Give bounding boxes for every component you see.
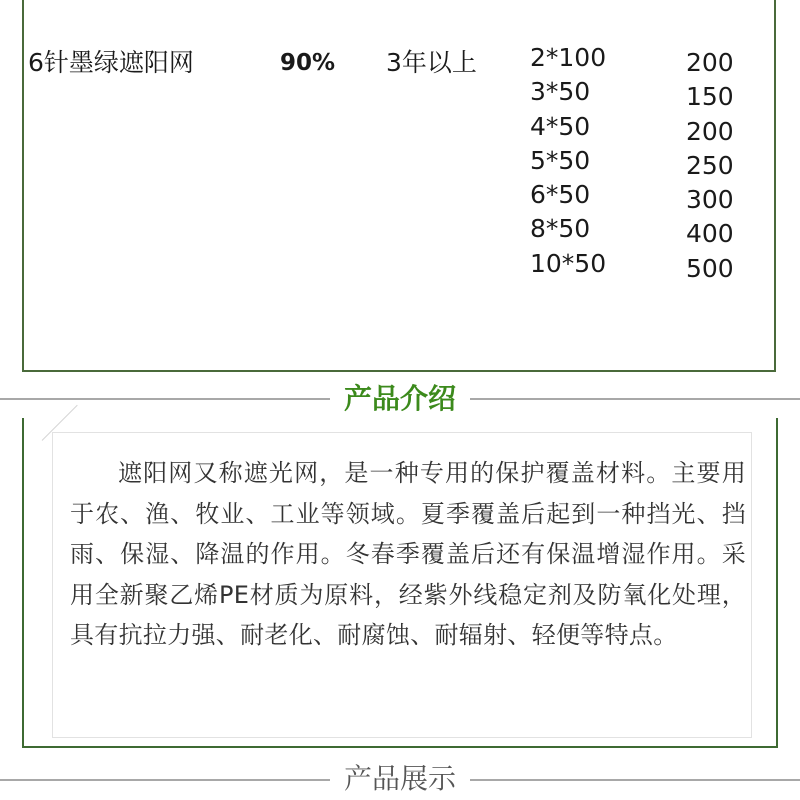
section-title-intro: [0, 381, 800, 417]
intro-paragraph: 遮阳网又称遮光网，是一种专用的保护覆盖材料。主要用于农、渔、牧业、工业等领域。夏季覆盖后起到一种挡光、挡雨、保湿、降温的作用。冬春季覆盖后还有保温增湿作用。采用全新聚乙烯PE材质为原料，经紫外线稳定剂及防氧化处理，具有抗拉力强、耐老化、耐腐蚀、耐辐射、轻便等特点。: [70, 459, 746, 650]
size-list: [530, 41, 606, 281]
price-item: 300: [686, 185, 734, 215]
price-item: 250: [686, 150, 734, 180]
size-item: 3*50: [530, 77, 591, 107]
price-item: 400: [686, 219, 734, 249]
spec-table: [22, 0, 776, 372]
shade-rate: 90%: [280, 50, 336, 76]
price-list: [686, 46, 734, 286]
price-item: 200: [686, 116, 734, 146]
section-title-intro-text: 产品介绍: [330, 382, 470, 415]
size-item: 4*50: [530, 111, 591, 141]
size-item: 5*50: [530, 145, 591, 175]
size-item: 2*100: [530, 43, 607, 72]
section-title-display-text: 产品展示: [330, 762, 470, 795]
price-item: 150: [686, 82, 734, 112]
size-item: 8*50: [530, 214, 591, 244]
section-title-display: [0, 761, 800, 797]
size-item: 10*50: [530, 248, 607, 278]
price-item: 500: [686, 253, 734, 283]
price-item: 200: [686, 48, 734, 77]
lifespan: 3年以上: [386, 48, 477, 77]
size-item: 6*50: [530, 180, 591, 210]
product-name: 6针墨绿遮阳网: [28, 48, 194, 77]
